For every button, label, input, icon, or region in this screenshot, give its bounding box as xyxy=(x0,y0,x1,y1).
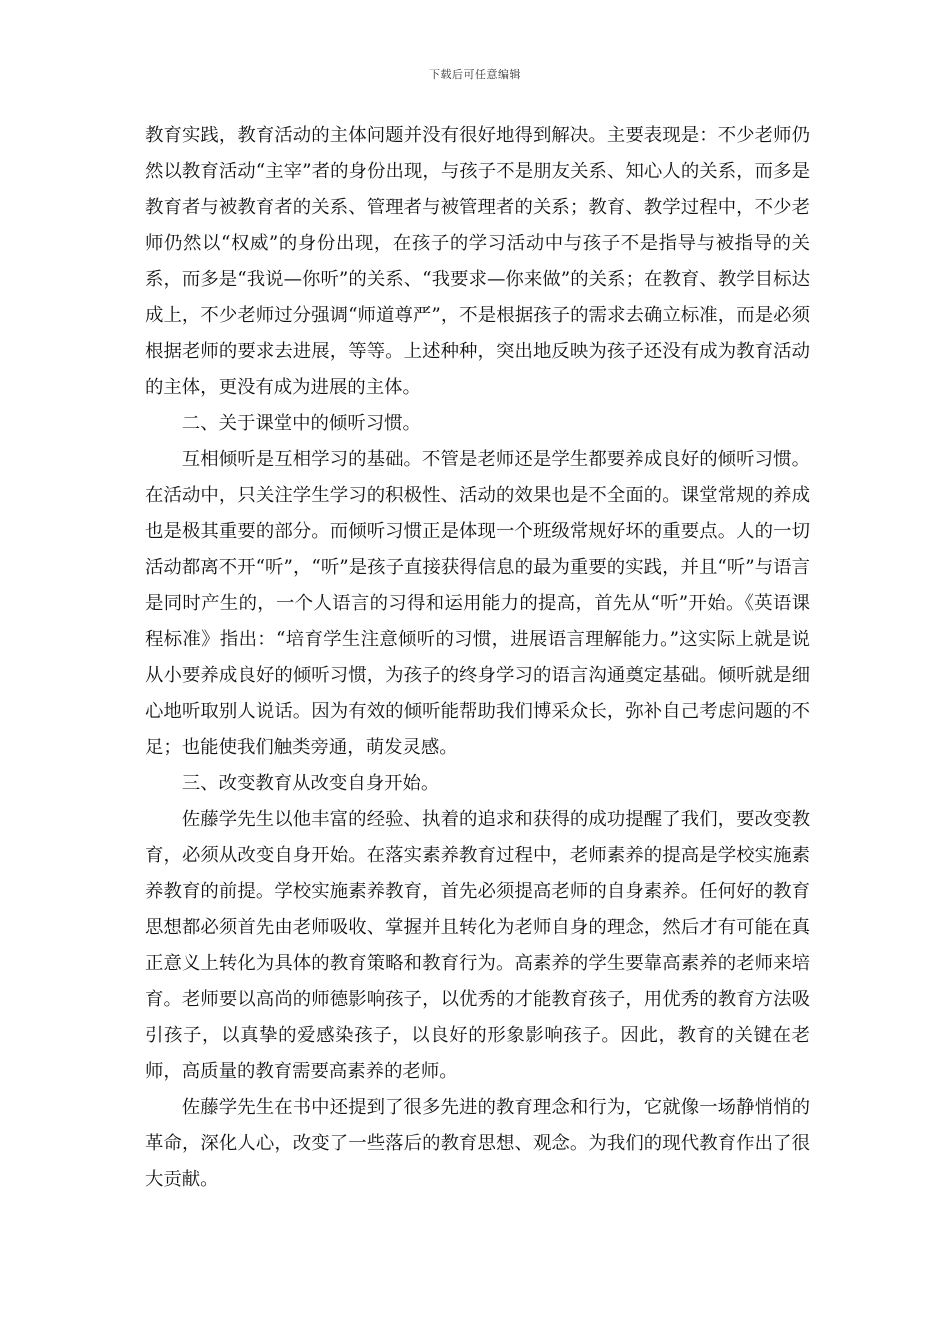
page-header: 下载后可任意编辑 xyxy=(429,68,521,81)
section-heading-listening: 二、关于课堂中的倾听习惯。 xyxy=(181,413,421,434)
section-heading-self-change: 三、改变教育从改变自身开始。 xyxy=(181,773,440,794)
document-body xyxy=(145,118,810,1198)
paragraph-conclusion: 佐藤学先生在书中还提到了很多先进的教育理念和行为，它就像一场静悄悄的革命，深化人心，改变了一些落后的教育思想、观念。为我们的现代教育作出了很大贡献。 xyxy=(145,1097,810,1190)
paragraph-self-change: 佐藤学先生以他丰富的经验、执着的追求和获得的成功提醒了我们，要改变教育，必须从改变自身开始。在落实素养教育过程中，老师素养的提高是学校实施素养教育的前提。学校实施素养教育，首先必须提高老师的自身素养。任何好的教育思想都必须首先由老师吸收、掌握并且转化为老师自身的理念，然后才有可能在真正意义上转化为具体的教育策略和教育行为。高素养的学生要靠高素养的老师来培育。老师要以高尚的师德影响孩子，以优秀的才能教育孩子，用优秀的教育方法吸引孩子，以真挚的爱感染孩子，以良好的形象影响孩子。因此，教育的关键在老师，高质量的教育需要高素养的老师。 xyxy=(145,809,810,1082)
paragraph-listening: 互相倾听是互相学习的基础。不管是老师还是学生都要养成良好的倾听习惯。在活动中，只关注学生学习的积极性、活动的效果也是不全面的。课堂常规的养成也是极其重要的部分。而倾听习惯正是体现一个班级常规好坏的重要点。人的一切活动都离不开“听”，“听”是孩子直接获得信息的最为重要的实践，并且“听”与语言是同时产生的，一个人语言的习得和运用能力的提高，首先从“听”开始。《英语课程标准》指出：“培育学生注意倾听的习惯，进展语言理解能力。”这实际上就是说从小要养成良好的倾听习惯，为孩子的终身学习的语言沟通奠定基础。倾听就是细心地听取别人说话。因为有效的倾听能帮助我们博采众长，弥补自己考虑问题的不足；也能使我们触类旁通，萌发灵感。 xyxy=(145,449,810,758)
paragraph-continuation: 教育实践，教育活动的主体问题并没有很好地得到解决。主要表现是：不少老师仍然以教育活动“主宰”者的身份出现，与孩子不是朋友关系、知心人的关系，而多是教育者与被教育者的关系、管理者与被管理者的关系；教育、教学过程中，不少老师仍然以“权威”的身份出现，在孩子的学习活动中与孩子不是指导与被指导的关系，而多是“我说—你听”的关系、“我要求—你来做”的关系；在教育、教学目标达成上，不少老师过分强调“师道尊严”，不是根据孩子的需求去确立标准，而是必须根据老师的要求去进展，等等。上述种种，突出地反映为孩子还没有成为教育活动的主体，更没有成为进展的主体。 xyxy=(145,125,810,398)
